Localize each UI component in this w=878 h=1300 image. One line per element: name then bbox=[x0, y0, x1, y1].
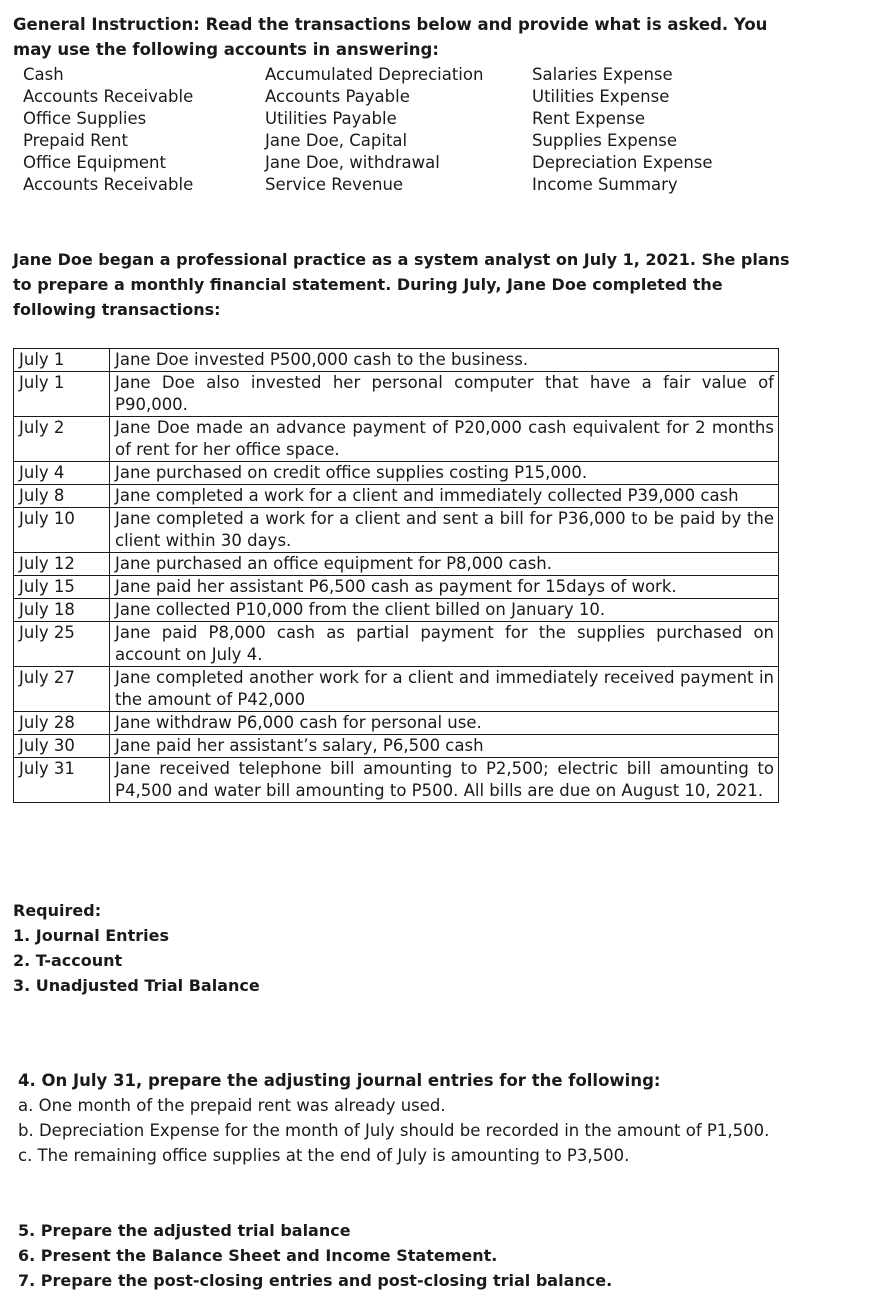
account-name: Jane Doe, withdrawal bbox=[265, 153, 440, 172]
transaction-date: July 30 bbox=[14, 735, 110, 758]
table-row bbox=[14, 599, 779, 622]
transaction-date: July 15 bbox=[14, 576, 110, 599]
transaction-date: July 8 bbox=[14, 485, 110, 508]
table-row bbox=[14, 349, 779, 372]
adjusting-section bbox=[18, 1068, 782, 1168]
requirement-item: 5. Prepare the adjusted trial balance bbox=[18, 1221, 351, 1240]
account-name: Utilities Expense bbox=[532, 87, 670, 106]
transaction-date: July 28 bbox=[14, 712, 110, 735]
transaction-description: Jane collected P10,000 from the client billed on January 10. bbox=[110, 599, 779, 622]
transaction-date: July 2 bbox=[14, 417, 110, 462]
transaction-description: Jane completed a work for a client and sent a bill for P36,000 to be paid by the client within 30 days. bbox=[110, 508, 779, 553]
transaction-date: July 27 bbox=[14, 667, 110, 712]
account-name: Office Supplies bbox=[23, 109, 147, 128]
table-row bbox=[14, 576, 779, 599]
accounts-column-3 bbox=[532, 64, 713, 196]
account-name: Service Revenue bbox=[265, 175, 404, 194]
transaction-description: Jane purchased an office equipment for P8,000 cash. bbox=[110, 553, 779, 576]
account-name: Accounts Payable bbox=[265, 87, 410, 106]
account-name: Accounts Receivable bbox=[23, 87, 194, 106]
account-name: Utilities Payable bbox=[265, 109, 397, 128]
required-heading: Required: bbox=[13, 901, 102, 920]
transaction-description: Jane withdraw P6,000 cash for personal use. bbox=[110, 712, 779, 735]
transaction-description: Jane received telephone bill amounting to P2,500; electric bill amounting to P4,500 and water bill amounting to P500. All bills are due on August 10, 2021. bbox=[110, 758, 779, 803]
general-instruction: General Instruction: Read the transactions below and provide what is asked. You may use the following accounts in answering: bbox=[13, 15, 768, 59]
table-row bbox=[14, 485, 779, 508]
adjusting-heading: 4. On July 31, prepare the adjusting journal entries for the following: bbox=[18, 1071, 661, 1090]
table-row bbox=[14, 667, 779, 712]
account-name: Office Equipment bbox=[23, 153, 166, 172]
table-row bbox=[14, 462, 779, 485]
required-section bbox=[13, 898, 260, 998]
transaction-date: July 1 bbox=[14, 372, 110, 417]
transaction-description: Jane paid her assistant’s salary, P6,500 cash bbox=[110, 735, 779, 758]
table-row bbox=[14, 622, 779, 667]
transaction-date: July 10 bbox=[14, 508, 110, 553]
accounts-column-1 bbox=[23, 64, 193, 196]
table-row bbox=[14, 508, 779, 553]
account-name: Salaries Expense bbox=[532, 65, 673, 84]
account-name: Supplies Expense bbox=[532, 131, 678, 150]
accounts-column-2 bbox=[265, 64, 483, 196]
transaction-description: Jane paid her assistant P6,500 cash as payment for 15days of work. bbox=[110, 576, 779, 599]
account-name: Prepaid Rent bbox=[23, 131, 128, 150]
account-name: Income Summary bbox=[532, 175, 678, 194]
transaction-description: Jane paid P8,000 cash as partial payment for the supplies purchased on account on July 4. bbox=[110, 622, 779, 667]
account-name: Rent Expense bbox=[532, 109, 646, 128]
final-requirements bbox=[18, 1218, 612, 1293]
transaction-date: July 1 bbox=[14, 349, 110, 372]
required-item: 3. Unadjusted Trial Balance bbox=[13, 976, 260, 995]
transaction-date: July 31 bbox=[14, 758, 110, 803]
transaction-description: Jane completed another work for a client and immediately received payment in the amount of P42,000 bbox=[110, 667, 779, 712]
account-name: Depreciation Expense bbox=[532, 153, 713, 172]
transaction-description: Jane purchased on credit office supplies costing P15,000. bbox=[110, 462, 779, 485]
account-name: Accounts Receivable bbox=[23, 175, 194, 194]
table-row bbox=[14, 712, 779, 735]
account-name: Cash bbox=[23, 65, 64, 84]
adjusting-item: b. Depreciation Expense for the month of July should be recorded in the amount of P1,500. bbox=[18, 1121, 770, 1140]
requirement-item: 7. Prepare the post-closing entries and post-closing trial balance. bbox=[18, 1271, 613, 1290]
required-item: 1. Journal Entries bbox=[13, 926, 169, 945]
adjusting-item: a. One month of the prepaid rent was already used. bbox=[18, 1096, 446, 1115]
transaction-description: Jane Doe invested P500,000 cash to the business. bbox=[110, 349, 779, 372]
transaction-date: July 18 bbox=[14, 599, 110, 622]
table-row bbox=[14, 735, 779, 758]
transactions-table bbox=[13, 348, 779, 803]
transaction-description: Jane Doe also invested her personal computer that have a fair value of P90,000. bbox=[110, 372, 779, 417]
transaction-description: Jane Doe made an advance payment of P20,000 cash equivalent for 2 months of rent for her office space. bbox=[110, 417, 779, 462]
table-row bbox=[14, 553, 779, 576]
adjusting-item: c. The remaining office supplies at the end of July is amounting to P3,500. bbox=[18, 1146, 630, 1165]
transaction-date: July 12 bbox=[14, 553, 110, 576]
transaction-description: Jane completed a work for a client and immediately collected P39,000 cash bbox=[110, 485, 779, 508]
table-row bbox=[14, 758, 779, 803]
required-item: 2. T-account bbox=[13, 951, 123, 970]
problem-intro: Jane Doe began a professional practice as a system analyst on July 1, 2021. She plans to prepare a monthly financial statement. During July, Jane Doe completed the following transactions: bbox=[13, 250, 790, 319]
account-name: Jane Doe, Capital bbox=[265, 131, 408, 150]
transaction-date: July 4 bbox=[14, 462, 110, 485]
transaction-date: July 25 bbox=[14, 622, 110, 667]
table-row bbox=[14, 417, 779, 462]
requirement-item: 6. Present the Balance Sheet and Income Statement. bbox=[18, 1246, 498, 1265]
account-name: Accumulated Depreciation bbox=[265, 65, 484, 84]
table-row bbox=[14, 372, 779, 417]
